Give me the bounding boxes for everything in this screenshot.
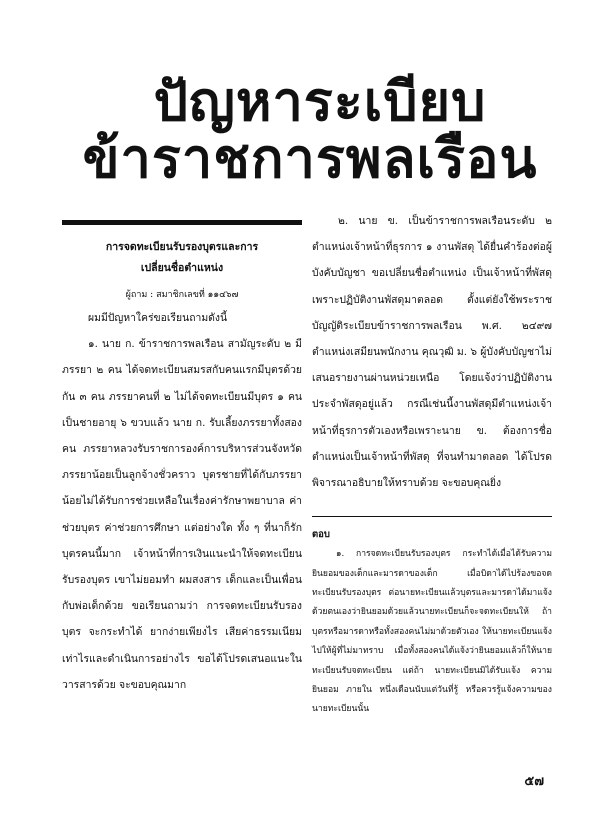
question-1-paragraph: ๑. นาย ก. ข้าราชการพลเรือน สามัญระดับ ๒ มีภรรยา ๒ คน ได้จดทะเบียนสมรสกับคนแรกมีบุตรด้วยกัน ๓ คน ภรรยาคนที่ ๒ ไม่ได้จดทะเบียนมีบุตร ๑ คน เป็นชายอายุ ๖ ขวบแล้ว นาย ก. รับเลี้ยงภรรยาทั้งสองคน ภรรยาหลวงรับราชการองค์การบริหารส่วนจังหวัด ภรรยาน้อยเป็นลูกจ้างชั่วคราว บุตรชายที่ได้กับภรรยาน้อยไม่ได้รับการช่วยเหลือในเรื่องค่ารักษาพยาบาล ค่าช่วยบุตร ค่าช่วยการศึกษา แต่อย่างใด ทั้ง ๆ ที่นาก็รักบุตรคนนี้มาก เจ้าหน้าที่การเงินแนะนำให้จดทะเบียนรับรองบุตร เขาไม่ยอมทำ ผมสงสาร เด็กและเป็นเพื่อนกับพ่อเด็กด้วย ขอเรียนถามว่า การจดทะเบียนรับรองบุตร จะกระทำได้ ยากง่ายเพียงไร เสียค่าธรรมเนียมเท่าไรและดำเนินการอย่างไร ขอได้โปรดเสนอแนะในวารสารด้วย จะขอบคุณมาก [62, 338, 302, 691]
right-column [312, 208, 552, 720]
question-2-paragraph: ๒. นาย ข. เป็นข้าราชการพลเรือนระดับ ๒ ตำแหน่งเจ้าหน้าที่ธุรการ ๑ งานพัสดุ ได้ยื่นคำร้องต่อผู้บังคับบัญชา ขอเปลี่ยนชื่อตำแหน่ง เป็นเจ้าหน้าที่พัสดุ เพราะปฏิบัติงานพัสดุมาตลอด ตั้งแต่ยังใช้พระราชบัญญัติระเบียบข้าราชการพลเรือน พ.ศ. ๒๔๙๗ ตำแหน่งเสมียนพนักงาน คุณวุฒิ ม. ๖ ผู้บังคับบัญชาไม่เสนอรายงานผ่านหน่วยเหนือ โดยแจ้งว่าปฏิบัติงานประจำพัสดุอยู่แล้ว กรณีเช่นนี้งานพัสดุมีตำแหน่งเจ้าหน้าที่ธุรการตัวเองหรือเพราะนาย ข. ต้องการชื่อตำแหน่งเป็นเจ้าหน้าที่พัสดุ ที่จนทำมาตลอด ได้โปรดพิจารณาอธิบายให้ทราบด้วย จะขอบคุณยิ่ง [312, 215, 552, 490]
left-column [62, 208, 302, 698]
section-heading-line-2: เปลี่ยนชื่อตำแหน่ง [140, 262, 224, 274]
inquirer-line: ผู้ถาม : สมาชิกเลขที่ ๑๑๔๖๗ [125, 290, 239, 300]
page-number: ๕๗ [524, 774, 544, 789]
section-heading-line-1: การจดทะเบียนรับรองบุตรและการ [105, 241, 259, 253]
page-title-line-2: ข้าราชการพลเรือน [82, 127, 538, 190]
heading-top-rule [62, 220, 302, 225]
section-heading [62, 237, 302, 279]
page-title-line-1: ปัญหาระเบียบ [153, 70, 487, 133]
answer-label: ตอบ [312, 529, 330, 541]
intro-paragraph: ผมมีปัญหาใคร่ขอเรียนถามดังนี้ [88, 312, 228, 324]
answer-divider [312, 516, 552, 517]
answer-paragraph: ๑. การจดทะเบียนรับรองบุตร กระทำได้เมื่อได้รับความยินยอมของเด็กและมารดาของเด็ก เมื่อบิดาได้ไปร้องขอจดทะเบียนรับรองบุตร ต่อนายทะเบียนแล้วบุตรและมารดาได้มาแจ้งด้วยตนเองว่ายินยอมด้วยแล้วนายทะเบียนก็จะจดทะเบียนให้ ถ้าบุตรหรือมารดาหรือทั้งสองคนไม่มาด้วยตัวเอง ให้นายทะเบียนแจ้งไปให้ผู้ที่ไม่มาทราบ เมื่อทั้งสองคนได้แจ้งว่ายินยอมแล้วก็ให้นายทะเบียนรับจดทะเบียน แต่ถ้า นายทะเบียนมิได้รับแจ้ง ความยินยอม ภายใน หนึ่งเดือนนับแต่วันที่รู้ หรือควรรู้แจ้งความของนายทะเบียนนั้น [312, 549, 552, 715]
